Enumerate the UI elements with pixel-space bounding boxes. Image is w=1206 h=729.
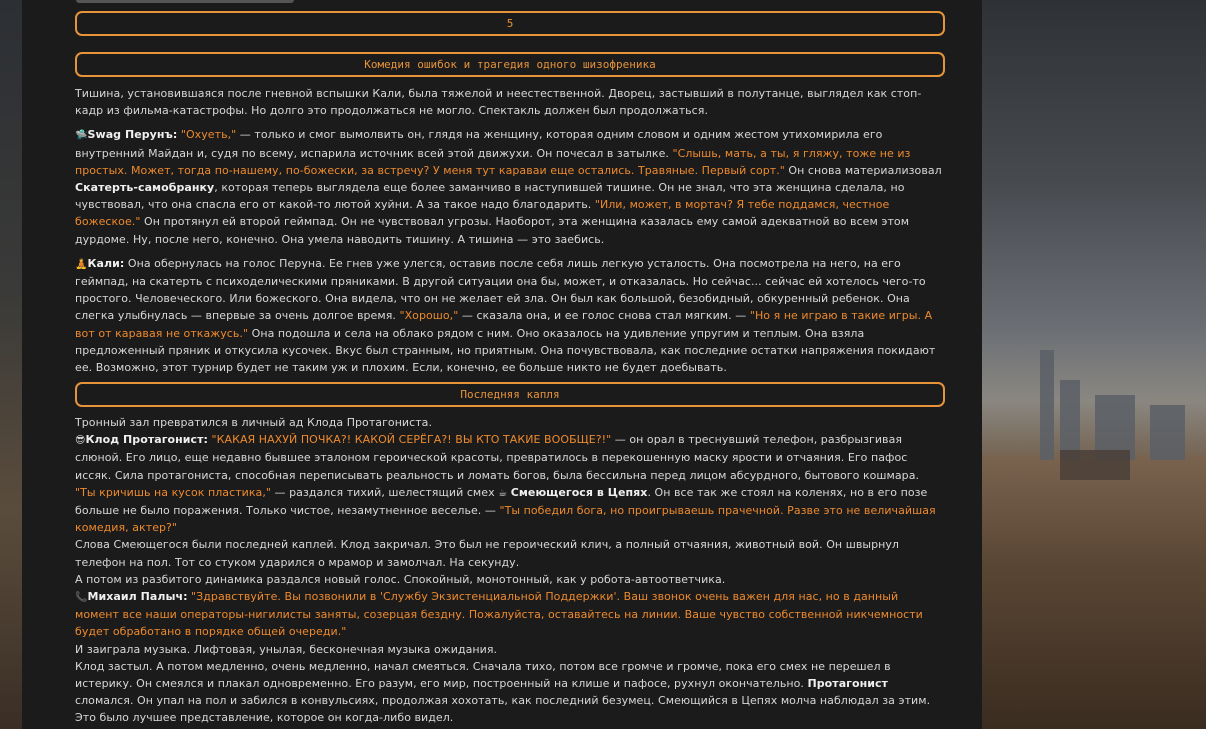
narration: Она обернулась на голос Перуна. Ее гнев уже улегся, оставив после себя лишь легкую усталость. Она посмотрела на него, на его геймпад, на скатерть с психоделическими пряниками. В другой ситуации она бы, может, и отказалась. Но сейчас... сейчас ей хотелось чего-то простого. Человеческого. Или божеского. Она видела, что он не желает ей зла. Он был как большой, безобидный, обкуренный ребенок. Она слегка улыбнулась — впервые за очень долгое время.: [75, 256, 926, 323]
narration-line: А потом из разбитого динамика раздался новый голос. Спокойный, монотонный, как у робота-автоответчика.: [75, 572, 726, 586]
speaker-name: Кали:: [87, 256, 125, 270]
bold-term: Смеющегося в Цепях: [510, 485, 648, 499]
coffee-icon: ☕: [498, 487, 508, 499]
wallpaper-desert-ground: [982, 455, 1206, 729]
narration: Она подошла и села на облако рядом с ним. Оно оказалось на удивление упругим и теплым. Она взяла предложенный пряник и откусила кусочек. Вкус был странным, но приятным. Она почувствовала, как последние остатки напряжения покидают ее. Возможно, этот турнир будет не таким уж и плохим. Если, конечно, ее больше никто не будет доебывать.: [75, 326, 936, 375]
bold-term: Скатерть-самобранку: [75, 181, 215, 195]
narration-line: И заиграла музыка. Лифтовая, унылая, бесконечная музыка ожидания.: [75, 642, 498, 656]
bold-term: Протагонист: [807, 677, 888, 691]
narration-paragraph: [75, 658, 945, 727]
quote: "Охуеть,": [180, 128, 237, 142]
sunglasses-icon: 😎: [75, 435, 86, 447]
quote: "Хорошо,": [399, 309, 459, 323]
speaker-name: Swag Перунъ:: [87, 128, 178, 142]
chapter-number-banner: 5: [75, 11, 945, 36]
speaker-name: Клод Протагонист:: [85, 433, 208, 447]
section-2-text: [75, 414, 945, 727]
narration: — он орал в треснувший телефон, разбрызгивая слюной. Его лицо, еще недавно бывшее эталоном героической красоты, превратилось в перекошенную маску ярости и отчаяния. Его пафос иссяк. Сила протагониста, способная переписывать реальность и ломать богов, была бессильна перед лицом абсурдного, бытового кошмара.: [75, 433, 920, 482]
section-title-banner: Комедия ошибок и трагедия одного шизофреника: [75, 52, 945, 77]
narration: . Он все так же стоял на коленях, но в его позе больше не было поражения. Только чистое, незамутненное веселье. —: [75, 485, 928, 518]
meditation-icon: 🧘: [75, 258, 88, 270]
dialogue-paragraph-mikhail: [75, 588, 945, 641]
quote: "Здравствуйте. Вы позвонили в 'Службу Экзистенциальной Поддержки'. Ваш звонок очень важен для нас, но в данный момент все наши операторы-нигилисты заняты, созерцая бездну. Пожалуйста, оставайтесь на линии. Ваше чувство собственной никчемности будет обработано в порядке общей очереди.": [75, 590, 923, 639]
wallpaper-ruin: [1060, 380, 1080, 460]
dialogue-paragraph-kali: [75, 255, 945, 376]
speaker-name: Михаил Палыч:: [87, 590, 188, 604]
wallpaper-ruin: [1040, 350, 1054, 460]
quote: "Ты кричишь на кусок пластика,": [75, 485, 271, 499]
narration: Он протянул ей второй геймпад. Он не чувствовал угрозы. Наоборот, эта женщина казалась ему самой адекватной во всем этом дурдоме. Ну, после него, конечно. Она умела наводить тишину. А тишина — это заебись.: [75, 215, 910, 246]
quote: "Ты победил бога, но проигрываешь прачечной. Разве это не величайшая комедия, актер?": [75, 504, 936, 535]
phone-icon: 📞: [75, 592, 88, 604]
narration: Клод застыл. А потом медленно, очень медленно, начал смеяться. Сначала тихо, потом все громче и громче, пока его смех не перешел в истерику. Он смеялся и плакал одновременно. Его разум, его мир, построенный на клише и пафосе, рухнул окончательно.: [75, 659, 891, 691]
narration-paragraph: Тишина, установившаяся после гневной вспышки Кали, была тяжелой и неестественной. Дворец, застывший в полутанце, выглядел как стоп-кадр из фильма-катастрофы. Но долго это продолжаться не могло. Спектакль должен был продолжаться.: [75, 87, 922, 118]
wallpaper-ruin: [1150, 405, 1185, 460]
dialogue-paragraph-perun: [75, 126, 945, 247]
quote: "Или, может, в мортач? Я тебе поддамся, честное божеское.": [75, 198, 890, 229]
ufo-icon: 🛸: [75, 130, 88, 142]
narration: — раздался тихий, шелестящий смех: [271, 485, 499, 499]
narration: — сказала она, и ее голос снова стал мягким. —: [458, 309, 750, 323]
narration: — только и смог вымолвить он, глядя на женщину, которая одним словом и одним жестом утихомирила его внутренний Майдан и, судя по всему, испарила источник всей этой движухи. Он почесал в затылке.: [75, 128, 883, 160]
wallpaper-ruin: [1060, 450, 1130, 480]
section-title-banner: Последняя капля: [75, 382, 945, 407]
quote: "КАКАЯ НАХУЙ ПОЧКА?! КАКОЙ СЕРЁГА?! ВЫ КТО ТАКИЕ ВООБЩЕ?!": [211, 433, 612, 447]
section-1-text: [75, 85, 945, 376]
narration-line: Слова Смеющегося были последней каплей. Клод закричал. Это был не героический клич, а полный отчаяния, животный вой. Он швырнул телефон на пол. Тот со стуком ударился о мрамор и замолчал. На секунду.: [75, 538, 900, 569]
dialogue-paragraph-claude: [75, 431, 945, 484]
wallpaper-left-strip: [0, 0, 22, 729]
narration: Он снова материализовал: [784, 163, 942, 177]
narration: , которая теперь выглядела еще более заманчиво в наступившей тишине. Он не знал, что эта женщина сделала, но чувствовал, что она спасла его от какой-то лютой хуйни. А за такое надо благодарить.: [75, 181, 905, 212]
narration-line: Тронный зал превратился в личный ад Клода Протагониста.: [75, 416, 433, 429]
dialogue-paragraph-laughing: [75, 484, 945, 537]
quote: "Слышь, мать, а ты, я гляжу, тоже не из простых. Может, тогда по-нашему, по-божески, за встречу? У меня тут караваи еще остались. Травяные. Первый сорт.": [75, 146, 911, 177]
narration: сломался. Он упал на пол и забился в конвульсиях, продолжая хохотать, как последний безумец. Смеющийся в Цепях молча наблюдал за этим. Это было лучшее представление, которое он когда-либо видел.: [75, 694, 931, 725]
scroll-indicator[interactable]: [76, 0, 294, 3]
chat-content-column: [22, 0, 982, 729]
quote: "Но я не играю в такие игры. А вот от каравая не откажусь.": [75, 309, 933, 340]
